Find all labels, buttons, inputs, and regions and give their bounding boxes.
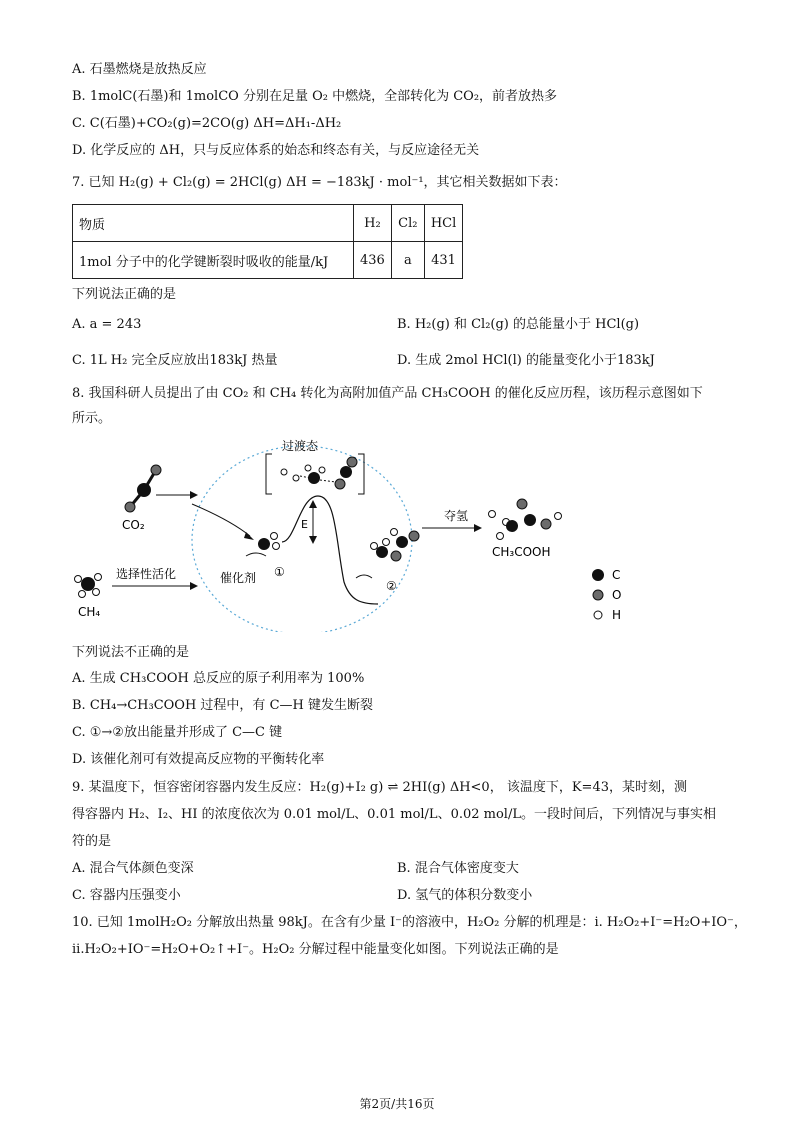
legend-carbon-label: C — [612, 568, 621, 582]
q10-stem-line1: 10. 已知 1molH₂O₂ 分解放出热量 98kJ。在含有少量 I⁻的溶液中，H₂O₂ 分解的机理是：i. H₂O₂+I⁻=H₂O+IO⁻， — [72, 915, 747, 930]
legend — [592, 568, 621, 622]
q9-stem-line2: 得容器内 H₂、I₂、HI 的浓度依次为 0.01 mol/L、0.01 mol/L、0.02 mol/L。一段时间后，下列情况与事实相 — [72, 807, 716, 822]
legend-carbon-marker — [592, 569, 604, 581]
table-cell: 436 — [354, 242, 392, 279]
q8-stem-line1: 8. 我国科研人员提出了由 CO₂ 和 CH₄ 转化为高附加值产品 CH₃COOH 的催化反应历程，该历程示意图如下 — [72, 386, 703, 401]
q8-option-b: B. CH₄→CH₃COOH 过程中，有 C—H 键发生断裂 — [72, 698, 373, 713]
q8-stem-line2: 所示。 — [72, 411, 112, 426]
catalyst-label: 催化剂 — [220, 571, 257, 585]
step-2-marker: ② — [386, 579, 397, 593]
activation-energy-label: E — [301, 518, 308, 531]
q7-question: 下列说法正确的是 — [72, 287, 177, 302]
bond-energy-table — [72, 204, 463, 279]
table-header-cell: Cl₂ — [391, 205, 424, 242]
co2-label: CO₂ — [122, 518, 145, 532]
q9-option-b: B. 混合气体密度变大 — [397, 861, 519, 876]
q9-option-c: C. 容器内压强变小 — [72, 888, 181, 903]
ch3cooh-molecule — [489, 499, 562, 540]
legend-hydrogen-label: H — [612, 608, 622, 622]
table-row — [73, 242, 463, 279]
intermediate-1 — [246, 533, 280, 557]
page-footer: 第2页/共16页 — [359, 1097, 435, 1111]
energy-curve — [282, 496, 378, 604]
ch4-label: CH₄ — [78, 605, 101, 619]
transition-state-complex — [281, 457, 357, 489]
q7-option-d: D. 生成 2mol HCl(l) 的能量变化小于183kJ — [397, 353, 655, 368]
q8-option-a: A. 生成 CH₃COOH 总反应的原子利用率为 100% — [72, 671, 365, 686]
q7-stem: 7. 已知 H₂(g) + Cl₂(g) = 2HCl(g) ΔH = −183kJ · mol⁻¹，其它相关数据如下表： — [72, 175, 567, 190]
q9-option-a: A. 混合气体颜色变深 — [72, 861, 194, 876]
co2-molecule — [125, 465, 161, 512]
table-row — [73, 205, 463, 242]
ch4-molecule — [75, 574, 102, 598]
selective-activation-label: 选择性活化 — [116, 567, 177, 581]
h-abstraction-label: 夺氢 — [444, 509, 469, 523]
table-cell: a — [391, 242, 424, 279]
legend-oxygen-marker — [593, 590, 603, 600]
q8-option-d: D. 该催化剂可有效提高反应物的平衡转化率 — [72, 752, 325, 767]
table-cell: 431 — [424, 242, 462, 279]
q7-option-b: B. H₂(g) 和 Cl₂(g) 的总能量小于 HCl(g) — [397, 317, 640, 332]
q7-option-c: C. 1L H₂ 完全反应放出183kJ 热量 — [72, 353, 278, 368]
reaction-zone-ellipse — [192, 446, 412, 632]
q8-question: 下列说法不正确的是 — [72, 645, 190, 660]
q9-stem-line3: 符的是 — [72, 834, 112, 849]
intermediate-2 — [356, 529, 419, 579]
q7-option-a: A. a = 243 — [72, 317, 142, 332]
table-cell: 1mol 分子中的化学键断裂时吸收的能量/kJ — [73, 242, 354, 279]
q9-stem-line1: 9. 某温度下，恒容密闭容器内发生反应：H₂(g)+I₂ g) ⇌ 2HI(g) ΔH<0， 该温度下，K=43，某时刻，测 — [72, 780, 687, 795]
q9-option-d: D. 氢气的体积分数变小 — [397, 888, 533, 903]
legend-oxygen-label: O — [612, 588, 622, 602]
q6-option-a: A. 石墨燃烧是放热反应 — [72, 62, 207, 77]
step-1-marker: ① — [274, 565, 285, 579]
table-header-cell: H₂ — [354, 205, 392, 242]
q6-option-d: D. 化学反应的 ΔH，只与反应体系的始态和终态有关，与反应途径无关 — [72, 143, 480, 158]
legend-hydrogen-marker — [594, 611, 602, 619]
table-header-cell: 物质 — [73, 205, 354, 242]
q6-option-c: C. C(石墨)+CO₂(g)=2CO(g) ΔH=ΔH₁-ΔH₂ — [72, 116, 342, 131]
q10-stem-line2: ii.H₂O₂+IO⁻=H₂O+O₂↑+I⁻。H₂O₂ 分解过程中能量变化如图。下列说法正确的是 — [72, 942, 559, 957]
reaction-mechanism-figure — [60, 432, 660, 632]
transition-state-label: 过渡态 — [282, 439, 319, 453]
table-header-cell: HCl — [424, 205, 462, 242]
q8-option-c: C. ①→②放出能量并形成了 C—C 键 — [72, 725, 283, 740]
product-label: CH₃COOH — [492, 545, 551, 559]
q6-option-b: B. 1molC(石墨)和 1molCO 分别在足量 O₂ 中燃烧，全部转化为 CO₂，前者放热多 — [72, 89, 558, 104]
